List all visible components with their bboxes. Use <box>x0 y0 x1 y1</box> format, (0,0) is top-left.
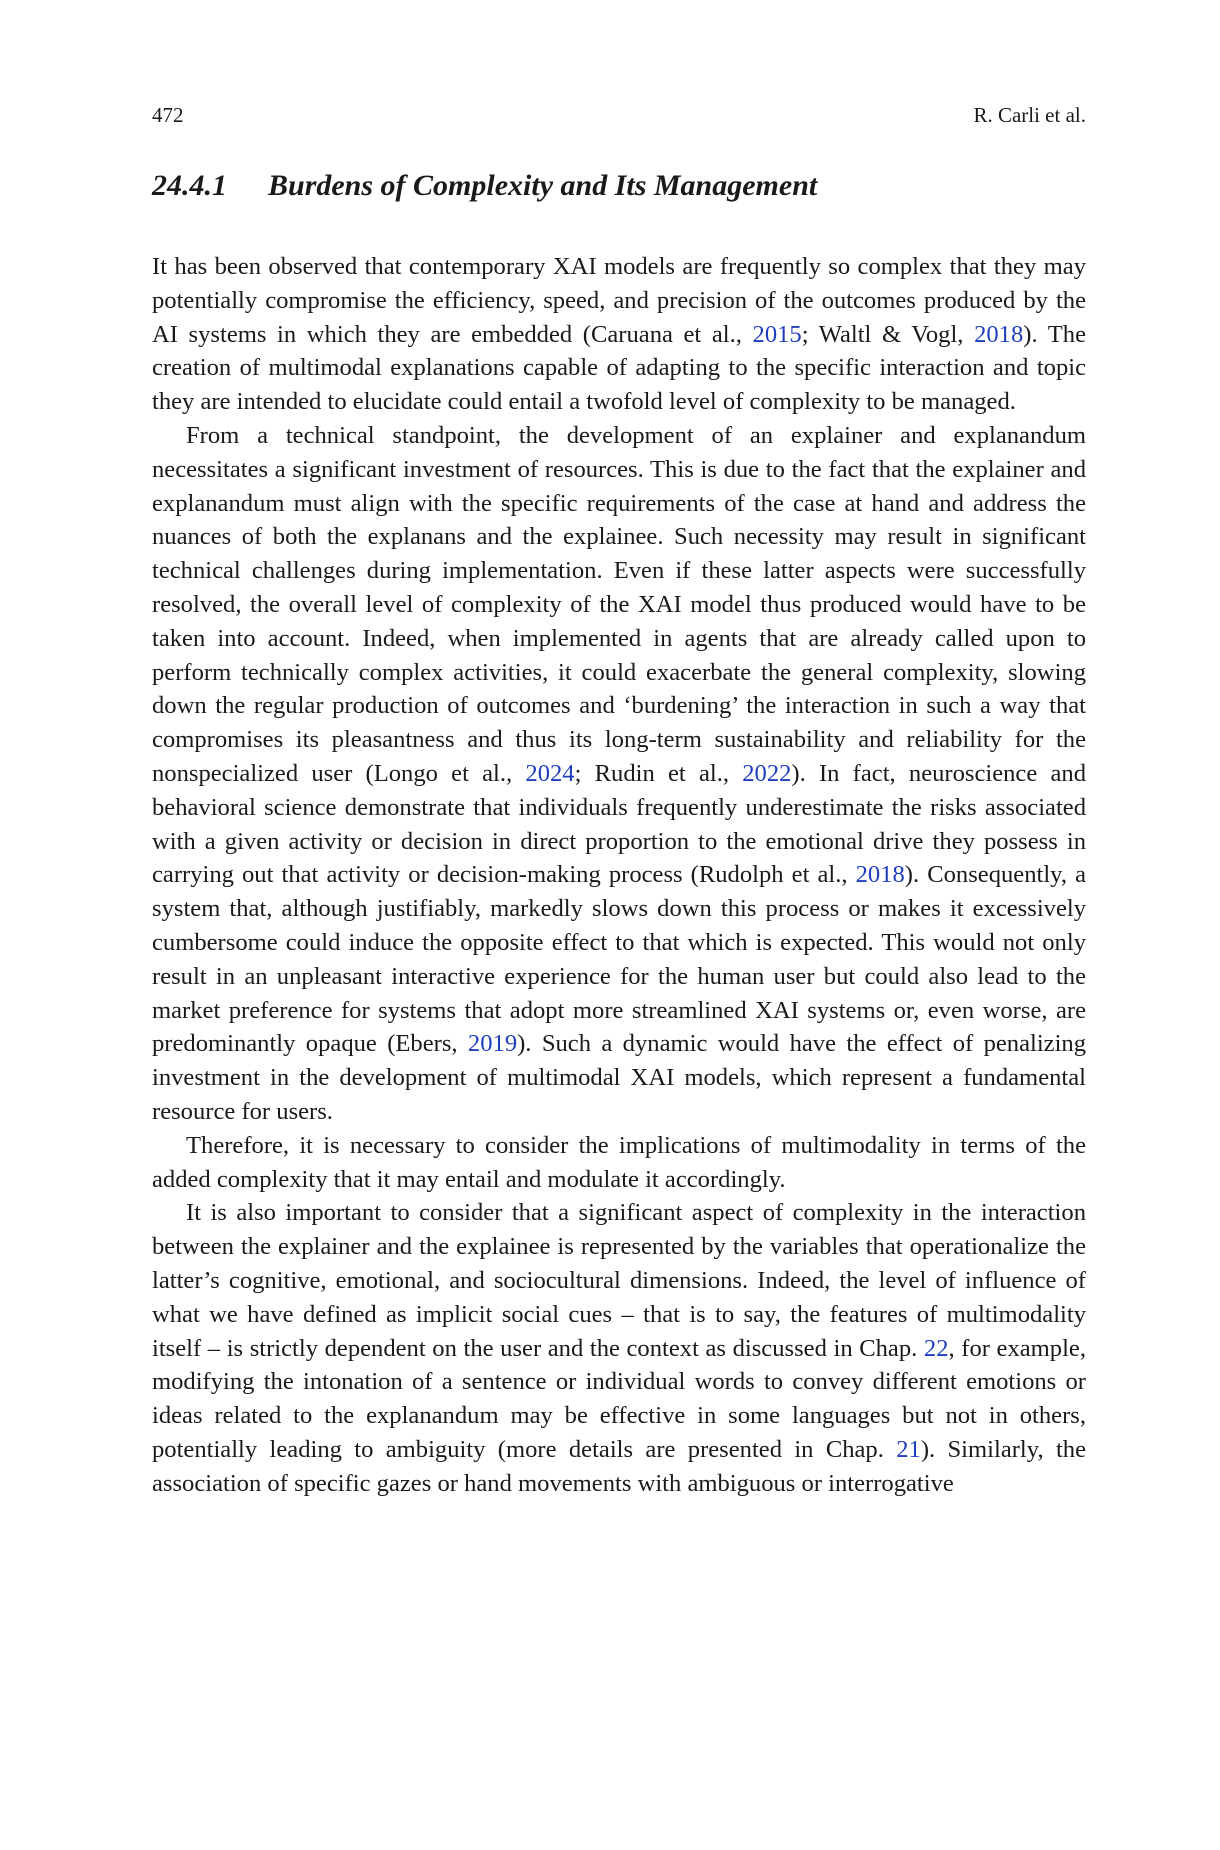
citation-link[interactable]: 22 <box>923 1334 949 1362</box>
citation-link[interactable]: 21 <box>896 1435 921 1463</box>
paragraph-text: , for example, modifying the intonation of a sentence or individual words to convey different emotions or ideas related to the explanandum may be effective in some languages but not in others, potentially leading to ambiguity (more details are presented in Chap. <box>152 1334 1086 1463</box>
citation-link[interactable]: 2018 <box>855 861 905 889</box>
running-author: R. Carli et al. <box>973 103 1086 127</box>
section-number: 24.4.1 <box>152 169 227 202</box>
section-heading <box>152 164 1086 208</box>
citation-link[interactable]: 2015 <box>752 320 802 348</box>
paragraph-text: ). In fact, neuroscience and behavioral science demonstrate that individuals frequently underestimate the risks associated with a given activity or decision in direct proportion to the emotional drive they possess in carrying out that activity or decision-making process (Rudolph et al., <box>152 759 1086 889</box>
paragraph-text: ). The creation of multimodal explanations capable of adapting to the specific interaction and topic they are intended to elucidate could entail a twofold level of complexity to be managed. <box>152 320 1086 416</box>
section-title: Burdens of Complexity and Its Management <box>268 169 818 202</box>
paragraph-text: It is also important to consider that a significant aspect of complexity in the interaction between the explainer and the explainee is represented by the variables that operationalize the latter’s cognitive, emotional, and sociocultural dimensions. Indeed, the level of influence of what we have defined as implicit social cues – that is to say, the features of multimodality itself – is strictly dependent on the user and the context as discussed in Chap. <box>152 1199 1086 1362</box>
paragraph-1 <box>152 250 1086 419</box>
citation-link[interactable]: 2024 <box>525 759 575 787</box>
paragraph-2 <box>152 419 1086 1129</box>
paragraph-text: ; Waltl & Vogl, <box>801 320 975 348</box>
citation-link[interactable]: 2022 <box>742 759 792 787</box>
paragraph-text: From a technical standpoint, the development of an explainer and explanandum necessitates a significant investment of resources. This is due to the fact that the explainer and explanandum must align with the specific requirements of the case at hand and address the nuances of both the explanans and the explainee. Such necessity may result in significant technical challenges during implementation. Even if these latter aspects were successfully resolved, the overall level of complexity of the XAI model thus produced would have to be taken into account. Indeed, when implemented in agents that are already called upon to perform technically complex activities, it could exacerbate the general complexity, slowing down the regular production of outcomes and ‘burdening’ the interaction in such a way that compromises its pleasantness and thus its long-term sustainability and reliability for the nonspecialized user (Longo et al., <box>152 421 1086 787</box>
running-head <box>152 100 1086 130</box>
paragraph-text: ). Such a dynamic would have the effect of penalizing investment in the development of multimodal XAI models, which represent a fundamental resource for users. <box>152 1030 1087 1125</box>
paragraph-text: ). Similarly, the association of specific gazes or hand movements with ambiguous or interrogative <box>152 1435 1086 1497</box>
paragraph-text: ; Rudin et al., <box>574 759 743 787</box>
paragraph-text: It has been observed that contemporary XAI models are frequently so complex that they may potentially compromise the efficiency, speed, and precision of the outcomes produced by the AI systems in which they are embedded (Caruana et al., <box>152 253 1086 348</box>
citation-link[interactable]: 2018 <box>974 320 1024 348</box>
paragraph-text: Therefore, it is necessary to consider the implications of multimodality in terms of the added complexity that it may entail and modulate it accordingly. <box>152 1131 1086 1193</box>
paragraph-4 <box>152 1196 1086 1500</box>
body-text <box>152 250 1086 1500</box>
citation-link[interactable]: 2019 <box>467 1030 518 1058</box>
paragraph-text: ). Consequently, a system that, although justifiably, markedly slows down this process or makes it excessively cumbersome could induce the opposite effect to that which is expected. This would not only result in an unpleasant interactive experience for the human user but could also lead to the market preference for systems that adopt more streamlined XAI systems or, even worse, are predominantly opaque (Ebers, <box>152 861 1087 1058</box>
page-number: 472 <box>152 103 184 127</box>
paragraph-3 <box>152 1129 1086 1197</box>
